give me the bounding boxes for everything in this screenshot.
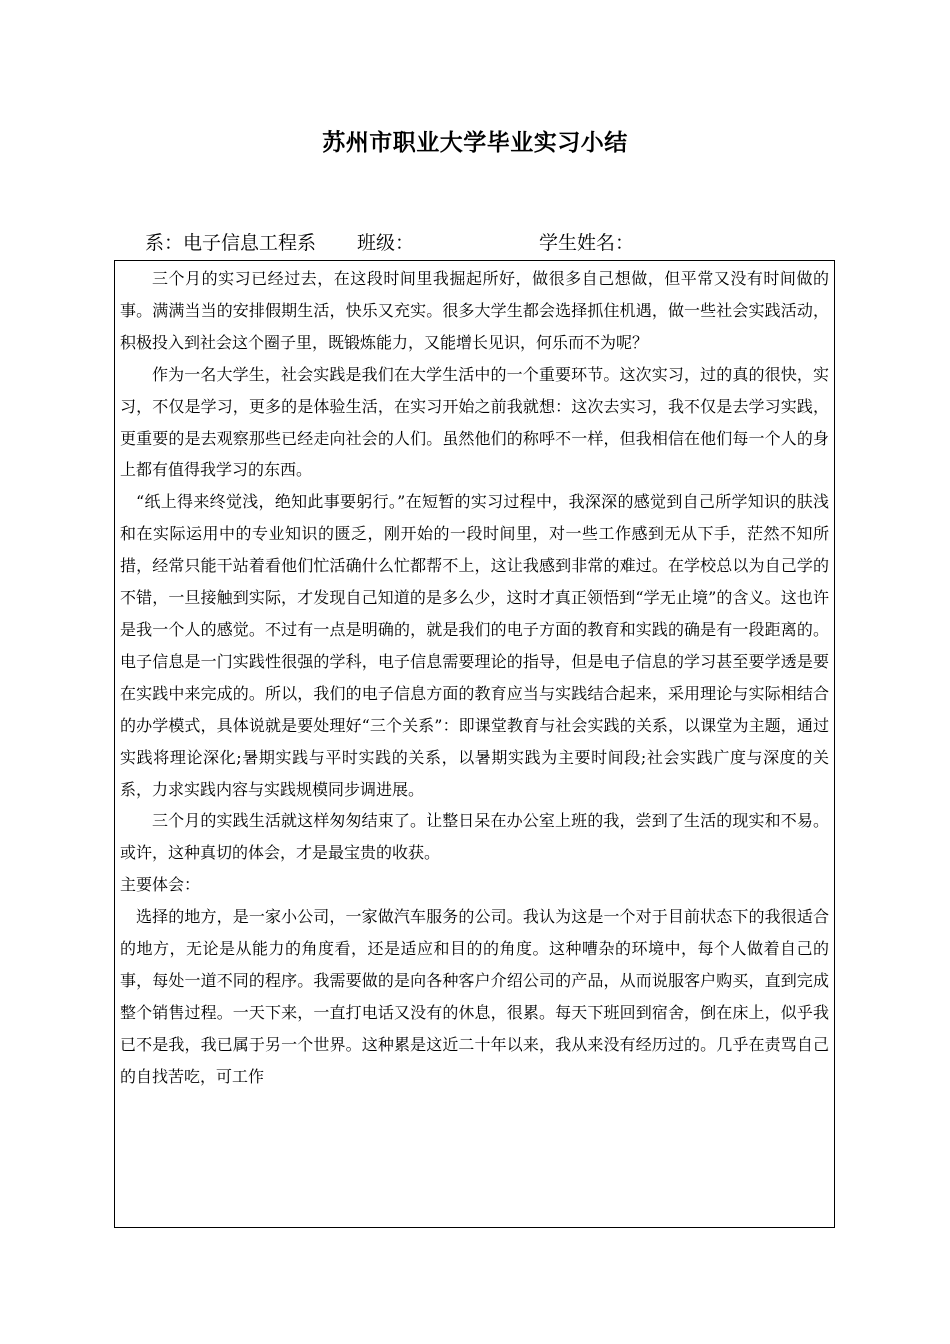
- student-name-label: 学生姓名：: [539, 232, 635, 254]
- class-label: 班级：: [357, 232, 415, 254]
- department-label: 系：电子信息工程系: [145, 232, 317, 254]
- student-info-line: [145, 228, 845, 258]
- section-heading-main-experience: 主要体会：: [120, 875, 201, 895]
- summary-content-box: [114, 260, 835, 1228]
- page-title: 苏州市职业大学毕业实习小结: [322, 130, 628, 156]
- paragraph-knowledge: “纸上得来终觉浅，绝知此事要躬行。”在短暂的实习过程中，我深深的感觉到自己所学知识的肤浅和在实际运用中的专业知识的匮乏，刚开始的一段时间里，对一些工作感到无从下手，茫然不知所措，经常只能干站着看他们忙活确什么忙都帮不上，这让我感到非常的难过。在学校总以为自己学的不错，一旦接触到实际，才发现自己知道的是多么少，这时才真正领悟到“学无止境”的含义。这也许是我一个人的感觉。不过有一点是明确的，就是我们的电子方面的教育和实践的确是有一段距离的。电子信息是一门实践性很强的学科，电子信息需要理论的指导，但是电子信息的学习甚至要学透是要在实践中来完成的。所以，我们的电子信息方面的教育应当与实践结合起来，采用理论与实际相结合的办学模式，具体说就是要处理好“三个关系”：即课堂教育与社会实践的关系，以课堂为主题，通过实践将理论深化;暑期实践与平时实践的关系，以暑期实践为主要时间段;社会实践广度与深度的关系，力求实践内容与实践规模同步调进展。: [120, 492, 829, 799]
- paragraph-workplace: 选择的地方，是一家小公司，一家做汽车服务的公司。我认为这是一个对于目前状态下的我很适合的地方，无论是从能力的角度看，还是适应和目的的角度。这种嘈杂的环境中，每个人做着自己的事，每处一道不同的程序。我需要做的是向各种客户介绍公司的产品，从而说服客户购买，直到完成整个销售过程。一天下来，一直打电话又没有的休息，很累。每天下班回到宿舍，倒在床上，似乎我已不是我，我已属于另一个世界。这种累是这近二十年以来，我从来没有经历过的。几乎在责骂自己的自找苦吃，可工作: [120, 907, 829, 1086]
- paragraph-social-practice: 作为一名大学生，社会实践是我们在大学生活中的一个重要环节。这次实习，过的真的很快，实习，不仅是学习，更多的是体验生活，在实习开始之前我就想：这次去实习，我不仅是去学习实践，更重要的是去观察那些已经走向社会的人们。虽然他们的称呼不一样，但我相信在他们每一个人的身上都有值得我学习的东西。: [120, 364, 829, 480]
- paragraph-intro: 三个月的实习已经过去，在这段时间里我掘起所好，做很多自己想做，但平常又没有时间做的事。满满当当的安排假期生活，快乐又充实。很多大学生都会选择抓住机遇，做一些社会实践活动，积极投入到社会这个圈子里，既锻炼能力，又能增长见识，何乐而不为呢？: [120, 269, 829, 352]
- paragraph-conclusion: 三个月的实践生活就这样匆匆结束了。让整日呆在办公室上班的我，尝到了生活的现实和不易。或许，这种真切的体会，才是最宝贵的收获。: [120, 811, 829, 863]
